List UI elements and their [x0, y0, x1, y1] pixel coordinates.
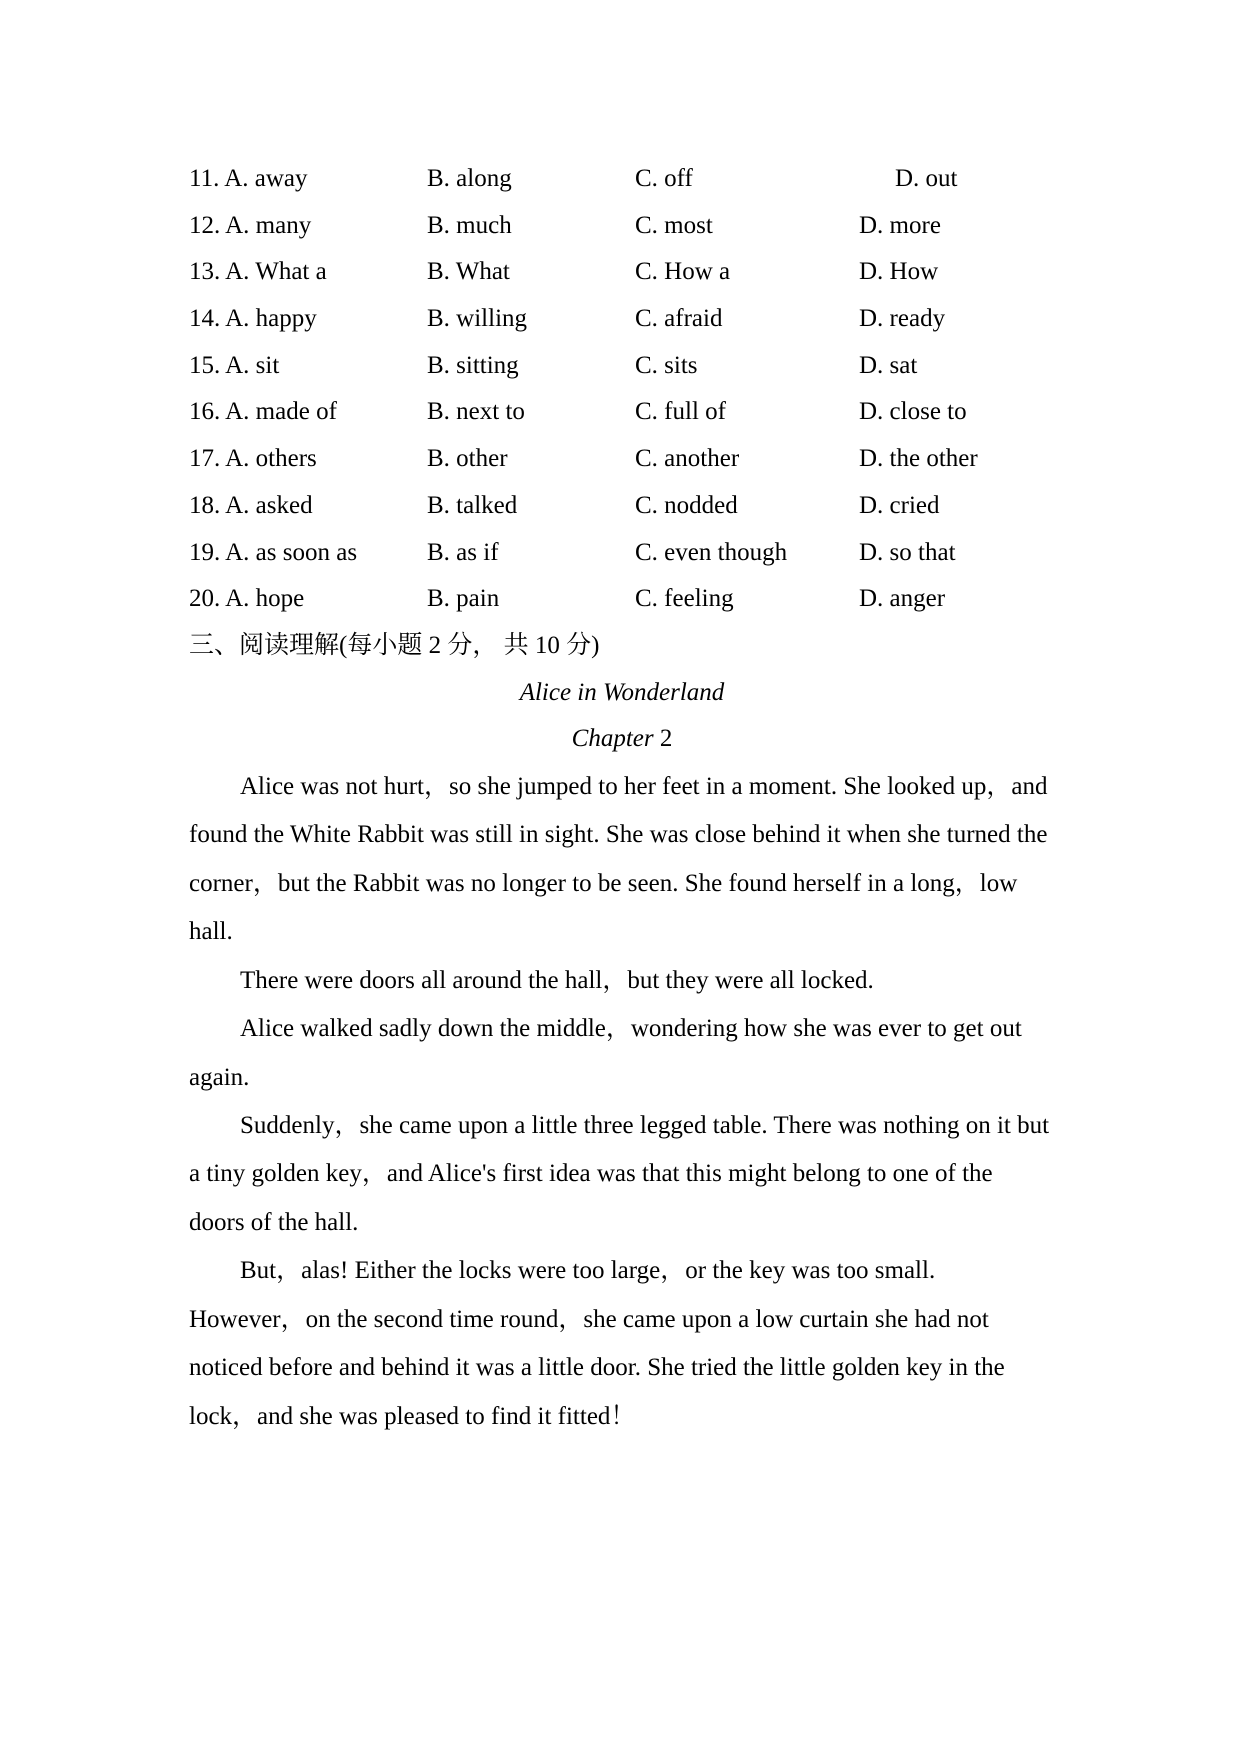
- chapter-heading: [189, 716, 1055, 763]
- option-a-cell: [189, 343, 427, 390]
- option-a-cell: [189, 576, 427, 623]
- passage-title: Alice in Wonderland: [519, 678, 725, 706]
- paragraph-line: hall.: [189, 918, 233, 946]
- paragraph-line: Suddenly，she came upon a little three legged table. There was nothing on it but: [240, 1112, 1050, 1139]
- option-c: C. off: [635, 165, 693, 192]
- option-c: C. even though: [635, 538, 788, 566]
- passage-body: [189, 763, 1055, 1441]
- option-b: B. along: [427, 165, 512, 192]
- chapter-label: Chapter: [571, 725, 654, 753]
- question-row: [189, 203, 1055, 250]
- option-a-cell: [189, 436, 427, 483]
- question-row: [189, 296, 1055, 343]
- paragraph-line: again.: [189, 1063, 250, 1091]
- option-a-cell: [189, 249, 427, 296]
- question-number: 17.: [189, 445, 221, 473]
- option-d: D. ready: [859, 305, 946, 333]
- option-a: A. made of: [225, 398, 337, 426]
- question-row: [189, 576, 1055, 623]
- option-c: C. another: [635, 445, 740, 473]
- option-d: D. out: [895, 165, 958, 192]
- option-c: C. most: [635, 211, 713, 239]
- page-content: [189, 156, 1055, 1441]
- question-row: [189, 343, 1055, 390]
- option-b: B. What: [427, 258, 510, 286]
- option-a: A. hope: [225, 585, 305, 613]
- passage-paragraph: [189, 1247, 1055, 1441]
- paragraph-line: lock，and she was pleased to find it fitted！: [189, 1402, 636, 1430]
- paragraph-line: There were doors all around the hall，but they were all locked.: [240, 966, 874, 994]
- option-a: A. as soon as: [225, 538, 358, 566]
- option-d: D. close to: [859, 398, 967, 426]
- option-a: A. asked: [225, 491, 313, 519]
- option-b: B. talked: [427, 491, 518, 519]
- option-d: D. the other: [859, 445, 978, 473]
- option-b: B. sitting: [427, 351, 519, 379]
- question-row: [189, 156, 1055, 203]
- option-a: A. sit: [225, 351, 280, 379]
- paragraph-line: Alice walked sadly down the middle，wondering how she was ever to get out: [240, 1015, 1022, 1043]
- option-d: D. so that: [859, 538, 956, 566]
- question-number: 15.: [189, 351, 221, 379]
- option-c: C. sits: [635, 351, 698, 379]
- question-row: [189, 483, 1055, 530]
- chapter-number: 2: [659, 725, 673, 753]
- option-b: B. willing: [427, 305, 528, 333]
- options-list: [189, 156, 1055, 623]
- option-b: B. pain: [427, 585, 500, 613]
- question-number: 20.: [189, 585, 221, 613]
- option-a: A. away: [224, 165, 308, 192]
- passage-paragraph: [189, 1102, 1055, 1247]
- question-number: 11.: [189, 165, 220, 192]
- option-c: C. feeling: [635, 585, 734, 613]
- option-a-cell: [189, 296, 427, 343]
- option-c: C. How a: [635, 258, 731, 286]
- option-b: B. next to: [427, 398, 525, 426]
- question-row: [189, 249, 1055, 296]
- question-number: 13.: [189, 258, 221, 286]
- option-c: C. nodded: [635, 491, 738, 519]
- option-b: B. as if: [427, 538, 499, 566]
- option-c: C. afraid: [635, 305, 723, 333]
- paragraph-line: noticed before and behind it was a little door. She tried the little golden key in the: [189, 1354, 1005, 1382]
- paragraph-line: doors of the hall.: [189, 1208, 359, 1236]
- paragraph-line: Alice was not hurt，so she jumped to her feet in a moment. She looked up，and: [240, 772, 1048, 800]
- option-a: A. many: [225, 211, 312, 239]
- question-number: 16.: [189, 398, 221, 426]
- question-row: [189, 530, 1055, 577]
- option-a: A. happy: [225, 305, 317, 333]
- option-a-cell: [189, 530, 427, 577]
- option-c: C. full of: [635, 398, 726, 426]
- paragraph-line: corner，but the Rabbit was no longer to be seen. She found herself in a long，low: [189, 869, 1018, 897]
- passage-paragraph: [189, 763, 1055, 957]
- section-heading: 三、阅读理解(每小题 2 分， 共 10 分): [189, 631, 600, 659]
- option-a-cell: [189, 156, 427, 203]
- question-row: [189, 436, 1055, 483]
- option-a-cell: [189, 389, 427, 436]
- option-d: D. How: [859, 258, 939, 286]
- paragraph-line: However，on the second time round，she came upon a low curtain she had not: [189, 1305, 989, 1333]
- paragraph-line: But，alas! Either the locks were too large，or the key was too small.: [240, 1257, 936, 1285]
- option-a-cell: [189, 483, 427, 530]
- question-row: [189, 389, 1055, 436]
- option-a-cell: [189, 203, 427, 250]
- paragraph-line: a tiny golden key，and Alice's first idea was that this might belong to one of the: [189, 1160, 993, 1188]
- option-d: D. cried: [859, 491, 940, 519]
- question-number: 14.: [189, 305, 221, 333]
- option-b: B. other: [427, 445, 508, 473]
- option-d: D. more: [859, 211, 941, 239]
- passage-paragraph: [189, 1005, 1055, 1102]
- option-a: A. others: [225, 445, 317, 473]
- passage-paragraph: [189, 957, 1055, 1005]
- question-number: 12.: [189, 211, 221, 239]
- option-a: A. What a: [225, 258, 327, 286]
- paragraph-line: found the White Rabbit was still in sight. She was close behind it when she turned the: [189, 821, 1048, 849]
- option-b: B. much: [427, 211, 512, 239]
- question-number: 18.: [189, 491, 221, 519]
- option-d: D. anger: [859, 585, 946, 613]
- question-number: 19.: [189, 538, 221, 566]
- option-d: D. sat: [859, 351, 918, 379]
